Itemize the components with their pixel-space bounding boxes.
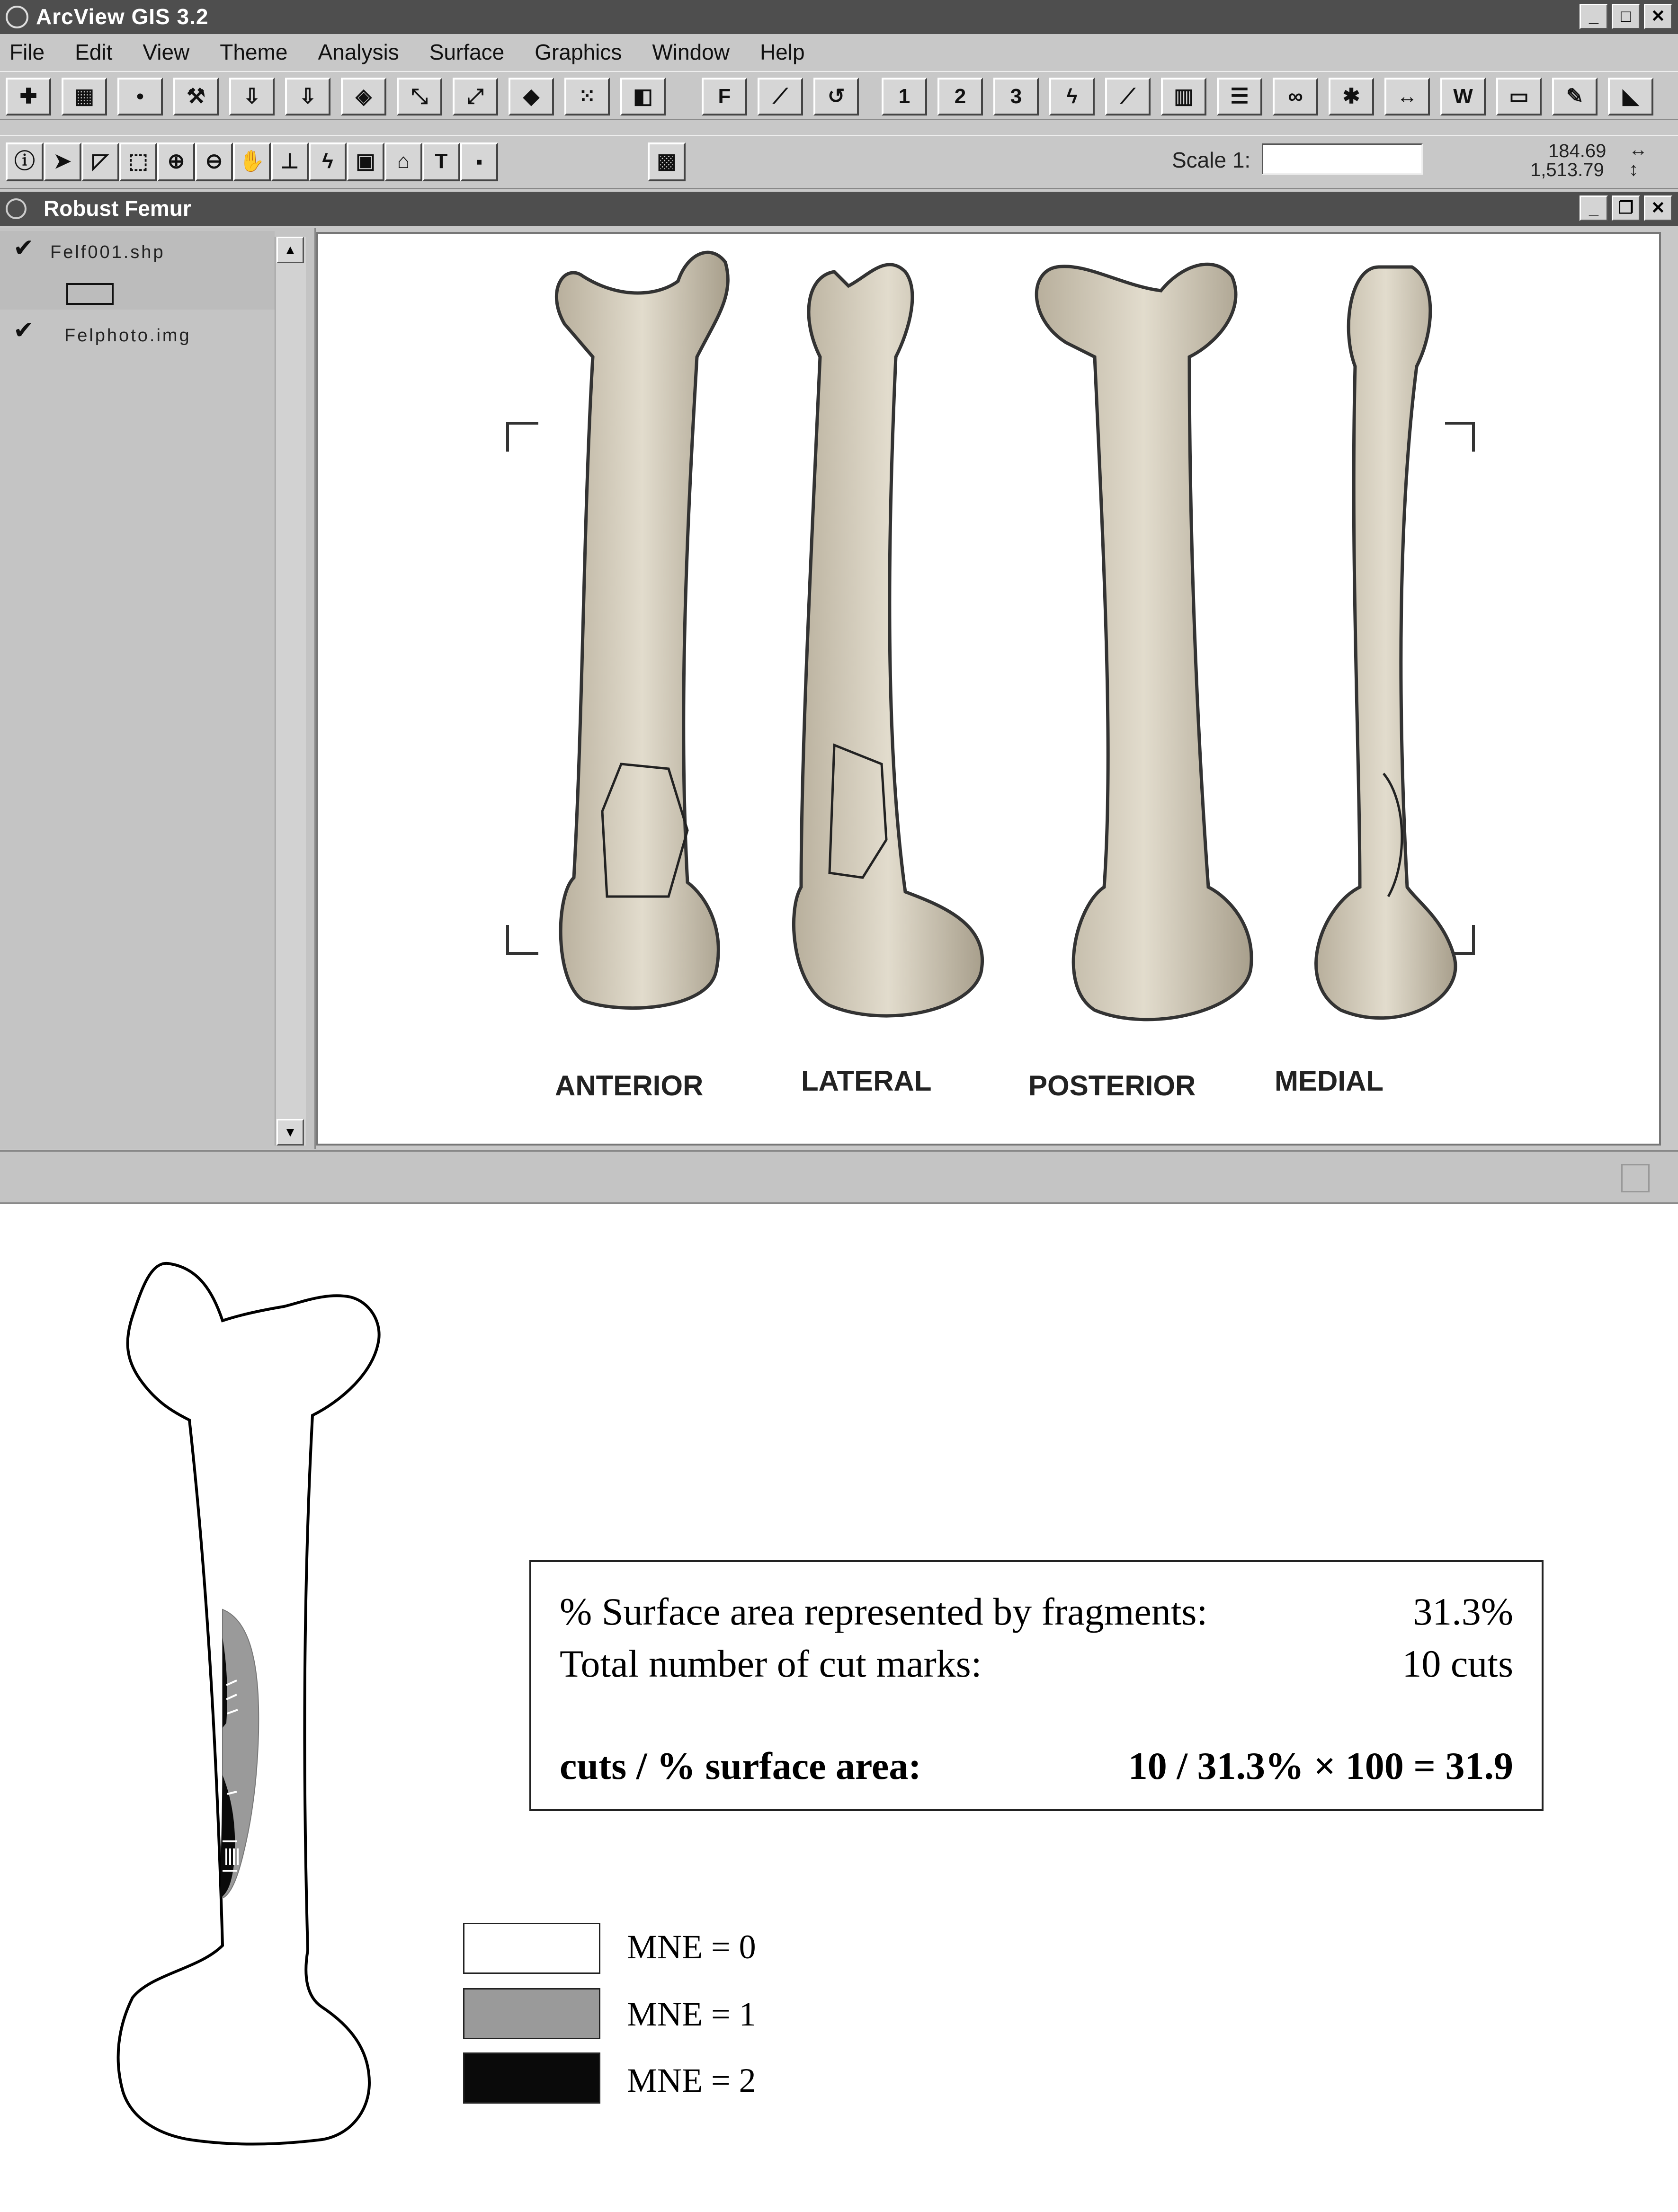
checkbox-icon[interactable]: ✔ [13, 317, 34, 344]
legend-label: MNE = 0 [627, 1928, 756, 1966]
zoom-out-tool[interactable]: ⊖ [195, 142, 233, 181]
button-1[interactable]: 1 [882, 78, 927, 115]
chart-button[interactable]: ▥ [1161, 78, 1206, 115]
frame-bracket-bottom-left [508, 925, 538, 953]
view-close-button[interactable]: ✕ [1644, 195, 1672, 221]
measure-tool[interactable]: ⊥ [271, 142, 309, 181]
arcview-globe-icon [6, 6, 28, 28]
view-label-medial: MEDIAL [1275, 1065, 1383, 1097]
rectangle-button[interactable]: ▭ [1496, 78, 1542, 115]
stat-value: 10 / 31.3% × 100 = 31.9 [1128, 1744, 1513, 1787]
legend-swatch-black [463, 2052, 600, 2104]
polygon-legend-symbol [66, 283, 114, 305]
view-window-controls [1580, 195, 1672, 221]
legend-swatch-gray [463, 1988, 600, 2039]
coordinate-x: 184.69 [1548, 141, 1607, 161]
menu-analysis[interactable]: Analysis [318, 40, 399, 64]
scale-label: Scale 1: [1172, 148, 1251, 172]
add-theme-button[interactable]: ✚ [6, 78, 51, 115]
edit-shape-button[interactable]: ✎ [1552, 78, 1598, 115]
stat-label: % Surface area represented by fragments: [560, 1590, 1208, 1633]
label-tool[interactable]: ▣ [347, 142, 384, 181]
stat-label: Total number of cut marks: [560, 1642, 982, 1685]
menu-bar [0, 34, 1678, 70]
zoom-in-fixed-button[interactable]: ⤡ [397, 78, 442, 115]
select-feature-button[interactable]: ⁙ [564, 78, 610, 115]
edit-legend-button[interactable]: ⚒ [173, 78, 219, 115]
legend-label: MNE = 1 [627, 1995, 756, 2033]
lightning-button[interactable]: ϟ [1049, 78, 1095, 115]
pan-tool[interactable]: ✋ [233, 142, 271, 181]
view-label-lateral: LATERAL [801, 1065, 932, 1097]
menu-help[interactable]: Help [759, 40, 805, 64]
menu-theme[interactable]: Theme [220, 40, 288, 64]
femur-posterior [1036, 264, 1251, 1020]
cut-mark-stats-box [529, 1560, 1544, 1811]
pointer-tool[interactable]: ➤ [44, 142, 81, 181]
zoom-previous-button[interactable]: ◆ [509, 78, 554, 115]
view-minimize-button[interactable]: _ [1580, 195, 1608, 221]
zoom-full-button[interactable]: ◈ [341, 78, 386, 115]
stat-surface-area [560, 1590, 1513, 1634]
menu-graphics[interactable]: Graphics [535, 40, 622, 64]
zoom-in-tool[interactable]: ⊕ [157, 142, 195, 181]
list-button[interactable]: ☰ [1217, 78, 1262, 115]
view-title: Robust Femur [44, 196, 191, 221]
text-tool[interactable]: T [422, 142, 460, 181]
femur-lateral [794, 265, 982, 1016]
scroll-up-icon[interactable]: ▲ [277, 237, 304, 263]
femur-photo-composite [318, 234, 1659, 1144]
measure-button[interactable]: ↔ [1384, 78, 1430, 115]
app-titlebar [0, 0, 1678, 34]
histogram-button[interactable]: ◣ [1608, 78, 1653, 115]
theme-name: Felf001.shp [50, 242, 165, 262]
resize-grip-icon[interactable] [1621, 1164, 1650, 1192]
view-label-posterior: POSTERIOR [1028, 1070, 1196, 1102]
identify-tool[interactable]: ⓘ [6, 142, 44, 181]
view-restore-button[interactable]: ❐ [1612, 195, 1640, 221]
hotlink-tool[interactable]: ϟ [309, 142, 347, 181]
vertex-tool[interactable]: ◸ [81, 142, 119, 181]
lasso-button[interactable]: ↺ [813, 78, 859, 115]
scroll-down-icon[interactable]: ▼ [277, 1119, 304, 1146]
button-bar [0, 71, 1678, 120]
view-globe-icon [6, 198, 27, 219]
bug-button[interactable]: ✱ [1329, 78, 1374, 115]
femur-outline-diagram [0, 1212, 473, 2206]
menu-view[interactable]: View [143, 40, 190, 64]
theme-name: Felphoto.img [64, 326, 191, 346]
stat-value: 10 cuts [1402, 1642, 1513, 1685]
coordinate-y: 1,513.79 [1530, 160, 1604, 180]
coordinate-arrows-icon: ↔ ↕ [1629, 139, 1648, 180]
open-table-button[interactable]: ▦ [62, 78, 107, 115]
f-button[interactable]: F [702, 78, 747, 115]
menu-window[interactable]: Window [652, 40, 730, 64]
map-display[interactable] [316, 232, 1661, 1146]
toc-scrollbar[interactable] [275, 237, 306, 1146]
button-3[interactable]: 3 [993, 78, 1039, 115]
stat-value: 31.3% [1413, 1590, 1513, 1633]
frame-bracket-top-left [508, 423, 538, 452]
app-title: ArcView GIS 3.2 [36, 4, 209, 29]
scale-input[interactable] [1262, 143, 1423, 175]
layout-button[interactable]: ◧ [620, 78, 666, 115]
area-label-tool[interactable]: ⌂ [384, 142, 422, 181]
w-button[interactable]: W [1440, 78, 1486, 115]
checkbox-icon[interactable]: ✔ [13, 234, 34, 262]
status-bar [0, 1150, 1678, 1202]
tool-bar [0, 135, 1678, 189]
draw-point-tool[interactable]: ⬝ [460, 142, 498, 181]
legend-label: MNE = 2 [627, 2061, 756, 2099]
menu-surface[interactable]: Surface [429, 40, 505, 64]
stat-cuts-per-area [560, 1744, 1513, 1788]
legend-swatch-white [463, 1923, 600, 1974]
femur-medial [1316, 267, 1455, 1018]
close-button[interactable]: ✕ [1644, 4, 1672, 29]
hotlink-button[interactable]: • [117, 78, 163, 115]
view-titlebar [0, 192, 1678, 226]
select-tool[interactable]: ⬚ [119, 142, 157, 181]
layer-button-2[interactable]: ⇩ [285, 78, 330, 115]
view-label-anterior: ANTERIOR [555, 1070, 704, 1102]
maximize-button[interactable]: □ [1612, 4, 1640, 29]
femur-anterior [556, 252, 728, 1008]
app-window-controls [1580, 4, 1672, 29]
line-button[interactable]: ⟋ [1105, 78, 1151, 115]
grid-tool[interactable]: ▩ [648, 142, 686, 181]
toc-item-felf001[interactable] [0, 231, 275, 310]
frame-bracket-top-right [1445, 423, 1473, 452]
table-of-contents [0, 228, 316, 1149]
menu-edit[interactable]: Edit [75, 40, 113, 64]
button-2[interactable]: 2 [937, 78, 983, 115]
minimize-button[interactable]: _ [1580, 4, 1608, 29]
zoom-out-fixed-button[interactable]: ⤢ [453, 78, 498, 115]
menu-file[interactable]: File [9, 40, 45, 64]
stat-label: cuts / % surface area: [560, 1744, 921, 1787]
find-button[interactable]: ∞ [1273, 78, 1318, 115]
draw-tool-button[interactable]: ⟋ [758, 78, 803, 115]
layer-button-1[interactable]: ⇩ [229, 78, 275, 115]
stat-cut-marks [560, 1642, 1513, 1686]
